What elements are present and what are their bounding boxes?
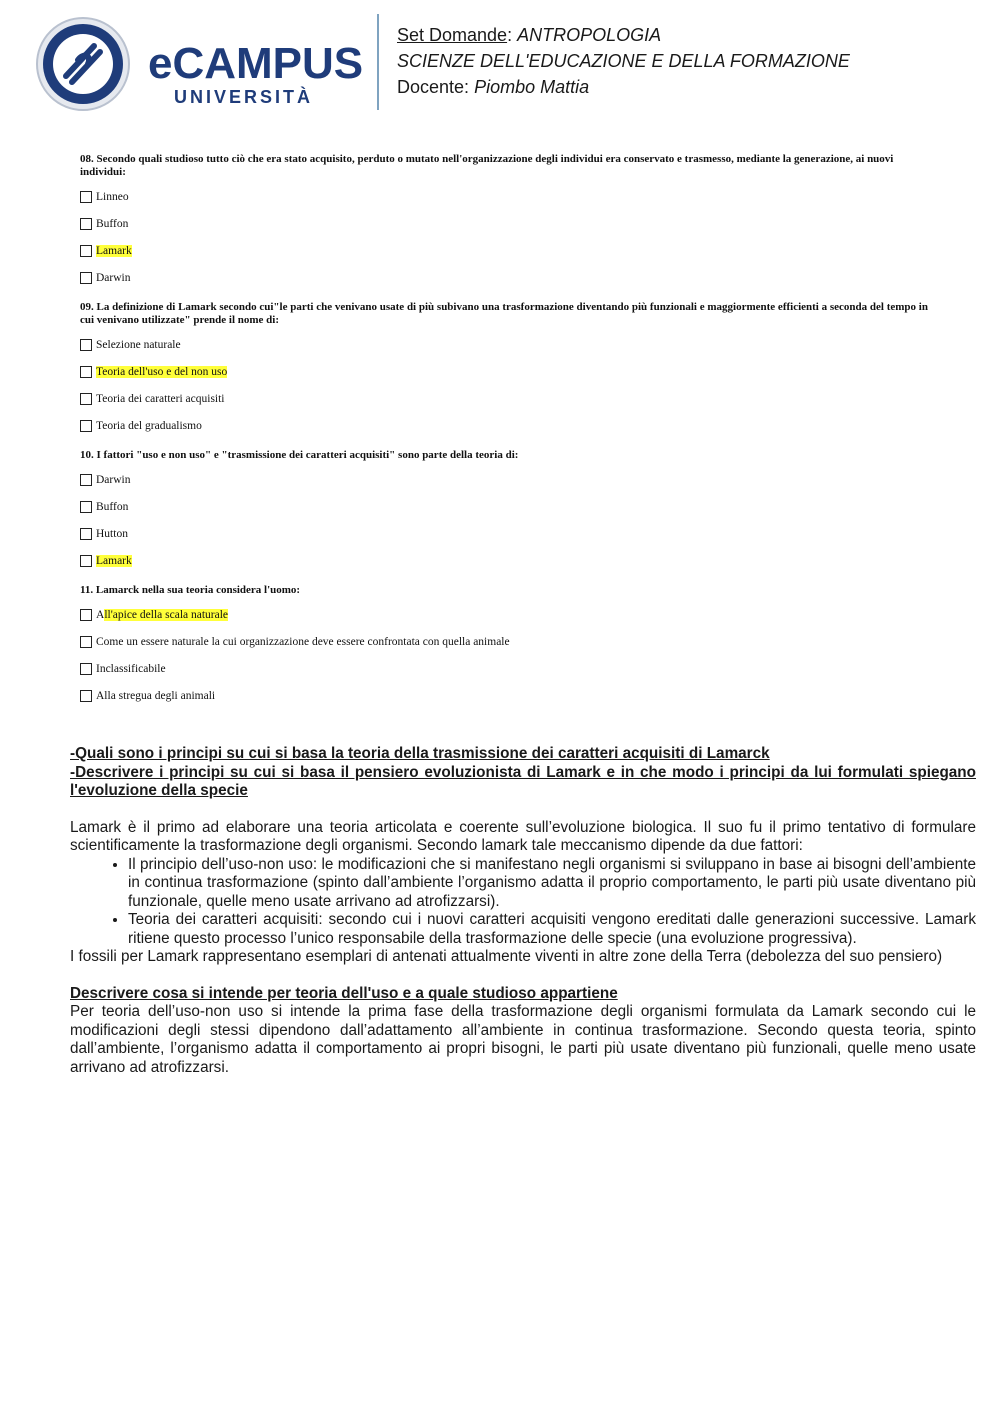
option-row[interactable] — [80, 547, 940, 574]
teacher-name: Piombo Mattia — [474, 77, 590, 97]
question-text: 11. Lamarck nella sua teoria considera l'uomo: — [80, 584, 301, 596]
option-row[interactable] — [80, 412, 940, 439]
answer-heading-2: -Descrivere i principi su cui si basa il pensiero evoluzionista di Lamark e in che modo i principi da lui formulati spiegano l'evoluzione della specie — [70, 763, 976, 799]
course-line — [397, 48, 850, 74]
option-row[interactable] — [80, 493, 940, 520]
option-label: Darwin — [96, 473, 131, 486]
answer-intro: Lamark è il primo ad elaborare una teoria articolata e coerente sull’evoluzione biologica. Il suo fu il primo tentativo di formulare scientificamente la trasformazione degli organismi. Secondo lamark tale meccanismo dipende da due fattori: — [70, 818, 976, 854]
teacher-line — [397, 74, 850, 100]
checkbox[interactable] — [80, 663, 92, 675]
principle-item: • Teoria dei caratteri acquisiti: secondo cui i nuovi caratteri acquisiti vengono ereditati dalle generazioni successive. Lamark ritiene questo processo l’unico responsabile della trasformazione delle specie (una evoluzione progressiva). — [128, 911, 976, 948]
option-label: Alla stregua degli animali — [96, 689, 216, 702]
checkbox[interactable] — [80, 690, 92, 702]
option-row[interactable] — [80, 520, 940, 547]
answer-heading-3: Descrivere cosa si intende per teoria dell'uso e a quale studioso appartiene — [70, 984, 618, 1002]
set-value: ANTROPOLOGIA — [517, 25, 662, 45]
option-label: Buffon — [96, 500, 129, 513]
checkbox[interactable] — [80, 528, 92, 540]
option-label-highlighted: Lamark — [96, 554, 132, 567]
option-label: Selezione naturale — [96, 338, 181, 351]
principles-list — [70, 856, 976, 949]
logo-wordmark: eCAMPUS — [148, 39, 364, 88]
option-label: Inclassificabile — [96, 662, 166, 675]
option-label-highlighted: Teoria dell'uso e del non uso — [96, 365, 228, 378]
course-name: SCIENZE DELL'EDUCAZIONE E DELLA FORMAZIONE — [397, 51, 850, 71]
checkbox[interactable] — [80, 272, 92, 284]
header-info — [397, 22, 850, 100]
option-row[interactable] — [80, 210, 940, 237]
option-row[interactable] — [80, 601, 940, 628]
checkbox[interactable] — [80, 366, 92, 378]
checkbox[interactable] — [80, 609, 92, 621]
question-text: 08. Secondo quali studioso tutto ciò che era stato acquisito, perduto o mutato nell'organizzazione degli individui era conservato e trasmesso, mediante la generazione, ai nuovi individui: — [80, 153, 894, 178]
option-label-start: A — [96, 608, 105, 621]
checkbox[interactable] — [80, 501, 92, 513]
header-divider — [377, 14, 379, 110]
checkbox[interactable] — [80, 636, 92, 648]
option-row[interactable] — [80, 358, 940, 385]
checkbox[interactable] — [80, 420, 92, 432]
option-row[interactable] — [80, 331, 940, 358]
fossils-note: I fossili per Lamark rappresentano esemplari di antenati attualmente viventi in altre zone della Terra (debolezza del suo pensiero) — [70, 948, 943, 965]
option-row[interactable] — [80, 682, 940, 709]
question-list — [80, 153, 940, 719]
spacer — [70, 967, 976, 985]
option-label: Teoria del gradualismo — [96, 419, 202, 432]
question-text: 10. I fattori "uso e non uso" e "trasmissione dei caratteri acquisiti" sono parte della teoria di: — [80, 449, 519, 461]
checkbox[interactable] — [80, 393, 92, 405]
set-label: Set Domande — [397, 25, 508, 45]
checkbox[interactable] — [80, 218, 92, 230]
question-09 — [80, 301, 940, 439]
option-row[interactable] — [80, 237, 940, 264]
answer-section — [70, 745, 976, 1077]
question-text: 09. La definizione di Lamark secondo cui"le parti che venivano usate di più subivano una trasformazione diventando più funzionali e maggiormente efficienti a seconda del tempo in cui venivano utilizzate" prende il nome di: — [80, 301, 928, 326]
option-label: Buffon — [96, 217, 129, 230]
option-label: Darwin — [96, 271, 131, 284]
question-08 — [80, 153, 940, 291]
checkbox[interactable] — [80, 191, 92, 203]
option-row[interactable] — [80, 628, 940, 655]
option-row[interactable] — [80, 264, 940, 291]
spacer — [70, 801, 976, 819]
answer-heading-1: -Quali sono i principi su cui si basa la teoria della trasmissione dei caratteri acquisiti di Lamarck — [70, 745, 770, 762]
definition-paragraph: Per teoria dell’uso-non uso si intende la prima fase della trasformazione degli organismi formulata da Lamark secondo cui le modificazioni degli stessi dipendono dall’adattamento all’ambiente in continua trasformazione. Secondo questa teoria, spinto dall’ambiente, l’organismo adatta il comportamento ai propri bisogni, le parti più usate diventano più funzionali, quelle meno usate arrivano ad atrofizzarsi. — [70, 1003, 976, 1076]
option-label: Teoria dei caratteri acquisiti — [96, 392, 225, 405]
checkbox[interactable] — [80, 555, 92, 567]
question-10 — [80, 449, 940, 574]
option-row[interactable] — [80, 466, 940, 493]
option-label-highlighted: ll'apice della scala naturale — [104, 608, 229, 621]
checkbox[interactable] — [80, 474, 92, 486]
option-label: Linneo — [96, 190, 129, 203]
checkbox[interactable] — [80, 339, 92, 351]
page-header — [0, 0, 1000, 120]
teacher-label: Docente: — [397, 77, 470, 97]
option-label: Come un essere naturale la cui organizzazione deve essere confrontata con quella animale — [96, 635, 510, 648]
question-11 — [80, 584, 940, 709]
option-row[interactable] — [80, 655, 940, 682]
option-label: Hutton — [96, 527, 128, 540]
principle-item: • Il principio dell’uso-non uso: le modificazioni che si manifestano negli organismi si sviluppano in base ai bisogni dell’ambiente in continua trasformazione (spinto dall’ambiente l’organismo adatta il proprio comportamento, le parti più usate diventano più funzionale, quelle meno usate arrivano ad atrofizzarsi). — [128, 856, 976, 912]
checkbox[interactable] — [80, 245, 92, 257]
logo-subtitle: UNIVERSITÀ — [174, 87, 314, 107]
option-label-highlighted: Lamark — [96, 244, 132, 257]
set-line: Set Domande: ANTROPOLOGIA — [397, 25, 662, 45]
option-row[interactable] — [80, 385, 940, 412]
ecampus-logo — [36, 16, 366, 112]
option-row[interactable] — [80, 183, 940, 210]
